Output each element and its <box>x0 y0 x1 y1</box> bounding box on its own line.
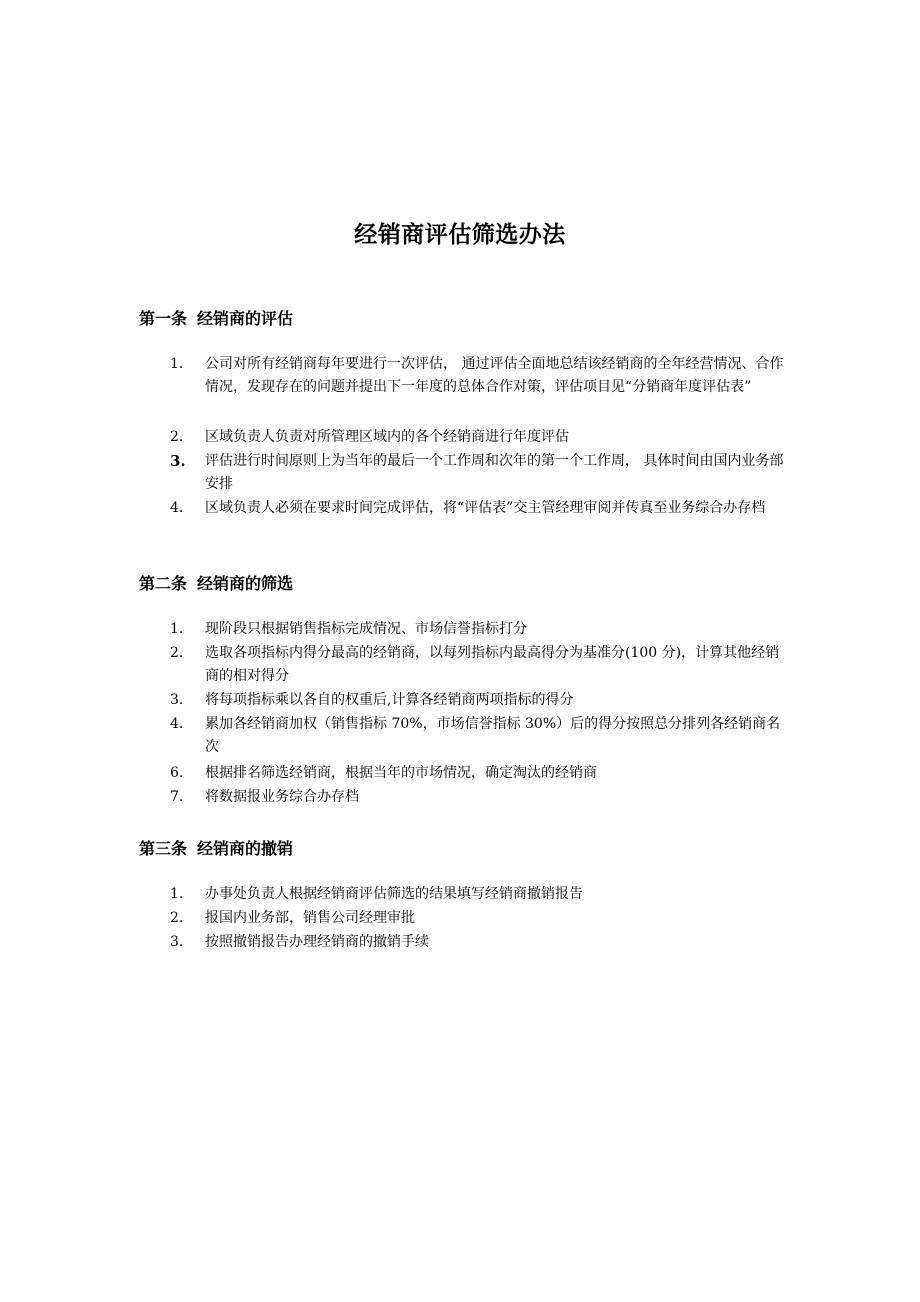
list-item <box>170 497 785 520</box>
list-item <box>170 450 785 496</box>
section-heading-2 <box>139 571 293 594</box>
item-text: 累加各经销商加权（销售指标 70%，市场信誉指标 30%）后的得分按照总分排列各经销商名次 <box>205 716 781 755</box>
item-text: 按照撤销报告办理经销商的撤销手续 <box>205 934 429 950</box>
list-item <box>170 786 785 809</box>
item-number: 1. <box>170 356 184 372</box>
item-number: 3. <box>170 452 186 470</box>
item-text: 区域负责人必须在要求时间完成评估，将“评估表”交主管经理审阅并传真至业务综合办存档 <box>205 500 766 516</box>
item-number: 1. <box>170 886 184 902</box>
list-item <box>170 689 785 712</box>
section-title: 经销商的撤销 <box>197 839 294 858</box>
item-text: 选取各项指标内得分最高的经销商，以每列指标内最高得分为基准分(100 分)，计算其他经销商的相对得分 <box>205 645 780 684</box>
item-text: 区域负责人负责对所管理区域内的各个经销商进行年度评估 <box>205 429 569 445</box>
item-number: 2. <box>170 910 184 926</box>
section-heading-1 <box>139 306 293 329</box>
section-heading-3 <box>139 836 293 859</box>
section-title: 经销商的筛选 <box>197 574 294 593</box>
list-item <box>170 713 785 759</box>
list-item <box>170 883 785 906</box>
item-number: 4. <box>170 500 184 516</box>
list-item <box>170 931 785 954</box>
item-number: 2. <box>170 429 184 445</box>
item-number: 6. <box>170 765 184 781</box>
item-text: 根据排名筛选经销商，根据当年的市场情况，确定淘汰的经销商 <box>205 765 597 781</box>
list-item <box>170 353 785 399</box>
item-number: 7. <box>170 789 184 805</box>
item-text: 将每项指标乘以各自的权重后,计算各经销商两项指标的得分 <box>205 692 574 708</box>
section-number: 第一条 <box>139 309 188 328</box>
item-number: 3. <box>170 692 184 708</box>
item-text: 将数据报业务综合办存档 <box>205 789 359 805</box>
list-item <box>170 907 785 930</box>
item-number: 4. <box>170 716 184 732</box>
section-number: 第二条 <box>139 574 188 593</box>
list-item <box>170 618 785 641</box>
list-item <box>170 762 785 785</box>
item-text: 现阶段只根据销售指标完成情况、市场信誉指标打分 <box>205 621 527 637</box>
list-item <box>170 426 785 449</box>
item-text: 办事处负责人根据经销商评估筛选的结果填写经销商撤销报告 <box>205 886 583 902</box>
item-number: 1. <box>170 621 184 637</box>
section-title: 经销商的评估 <box>197 309 294 328</box>
item-text: 评估进行时间原则上为当年的最后一个工作周和次年的第一个工作周， 具体时间由国内业务部安排 <box>205 453 784 492</box>
page-title: 经销商评估筛选办法 <box>354 222 566 248</box>
section-number: 第三条 <box>139 839 188 858</box>
item-text: 报国内业务部，销售公司经理审批 <box>205 910 415 926</box>
list-item <box>170 642 785 688</box>
item-text: 公司对所有经销商每年要进行一次评估， 通过评估全面地总结该经销商的全年经营情况、合作情况，发现存在的问题并提出下一年度的总体合作对策，评估项目见“分销商年度评估表” <box>205 356 784 395</box>
item-number: 2. <box>170 645 184 661</box>
item-number: 3. <box>170 934 184 950</box>
